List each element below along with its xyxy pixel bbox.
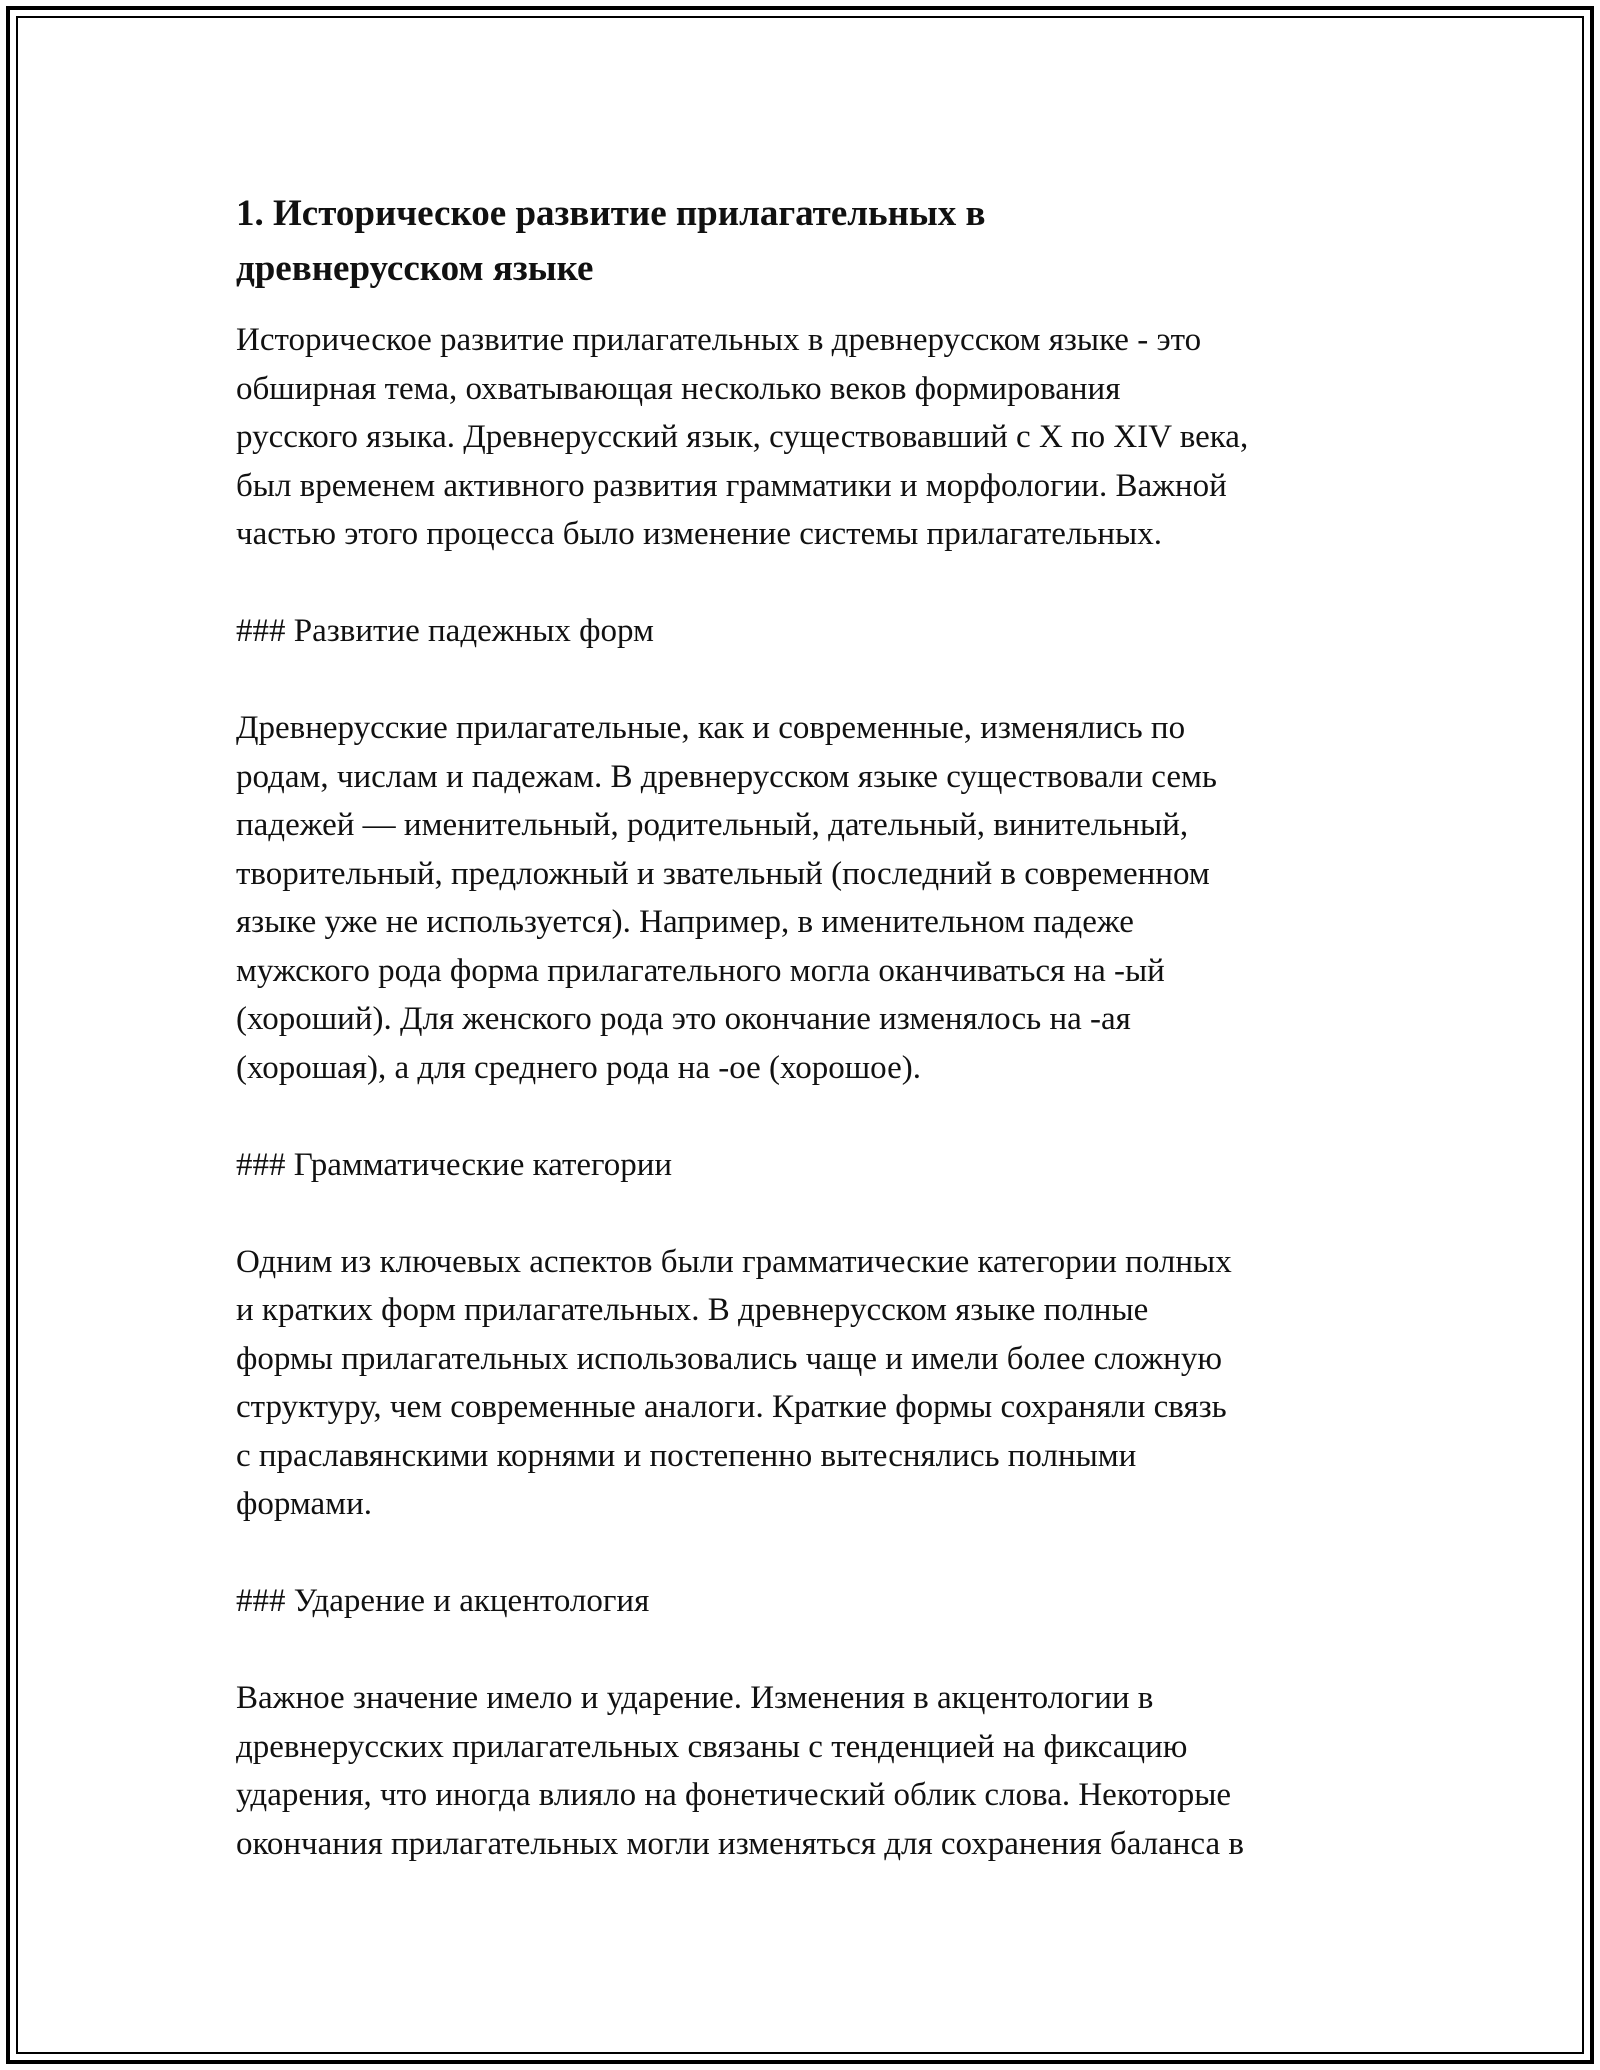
text-line: Важное значение имело и ударение. Изменения в акцентологии в — [236, 1680, 1154, 1716]
text-line: формы прилагательных использовались чаще и имели более сложную — [236, 1340, 1222, 1377]
subheading-case-forms — [236, 607, 1396, 656]
text-line: ударения, что иногда влияло на фонетический облик слова. Некоторые — [236, 1777, 1232, 1813]
text-line: был временем активного развития грамматики и морфологии. Важной — [236, 467, 1227, 504]
text-line: падежей — именительный, родительный, дательный, винительный, — [236, 807, 1189, 843]
paragraph-stress-accentology — [236, 1674, 1396, 1868]
section-title — [236, 186, 1396, 296]
text-line: (хорошая), а для среднего рода на -ое (хорошое). — [236, 1049, 921, 1086]
text-line: языке уже не используется). Например, в именительном падеже — [236, 904, 1134, 940]
text-line: мужского рода форма прилагательного могла оканчиваться на -ый — [236, 952, 1165, 989]
subheading-text: ### Развитие падежных форм — [236, 613, 654, 649]
subheading-text: ### Грамматические категории — [236, 1146, 673, 1183]
section-title-line: 1. Историческое развитие прилагательных в — [236, 193, 986, 234]
text-line: формами. — [236, 1486, 372, 1522]
document-body — [236, 186, 1396, 1917]
text-line: русского языка. Древнерусский язык, существовавший с X по XIV века, — [236, 419, 1249, 455]
text-line: частью этого процесса было изменение системы прилагательных. — [236, 516, 1162, 552]
subheading-stress-accentology — [236, 1577, 1396, 1626]
text-line: Историческое развитие прилагательных в древнерусском языке - это — [236, 322, 1202, 358]
text-line: Древнерусские прилагательные, как и современные, изменялись по — [236, 710, 1186, 746]
text-line: Одним из ключевых аспектов были грамматические категории полных — [236, 1243, 1232, 1280]
text-line: с праславянскими корнями и постепенно вытеснялись полными — [236, 1437, 1137, 1474]
text-line: (хороший). Для женского рода это окончание изменялось на -ая — [236, 1001, 1131, 1037]
text-line: родам, числам и падежам. В древнерусском языке существовали семь — [236, 758, 1217, 795]
paragraph-case-forms — [236, 704, 1396, 1092]
text-line: и кратких форм прилагательных. В древнерусском языке полные — [236, 1292, 1149, 1328]
text-line: древнерусских прилагательных связаны с тенденцией на фиксацию — [236, 1728, 1188, 1765]
paragraph-intro — [236, 316, 1396, 559]
section-title-line: древнерусском языке — [236, 248, 594, 289]
paragraph-grammatical-categories — [236, 1238, 1396, 1529]
text-line: творительный, предложный и звательный (последний в современном — [236, 855, 1210, 892]
subheading-grammatical-categories — [236, 1141, 1396, 1190]
text-line: обширная тема, охватывающая несколько веков формирования — [236, 370, 1121, 407]
text-line: структуру, чем современные аналоги. Краткие формы сохраняли связь — [236, 1389, 1227, 1425]
text-line: окончания прилагательных могли изменяться для сохранения баланса в — [236, 1825, 1244, 1862]
subheading-text: ### Ударение и акцентология — [236, 1583, 650, 1619]
